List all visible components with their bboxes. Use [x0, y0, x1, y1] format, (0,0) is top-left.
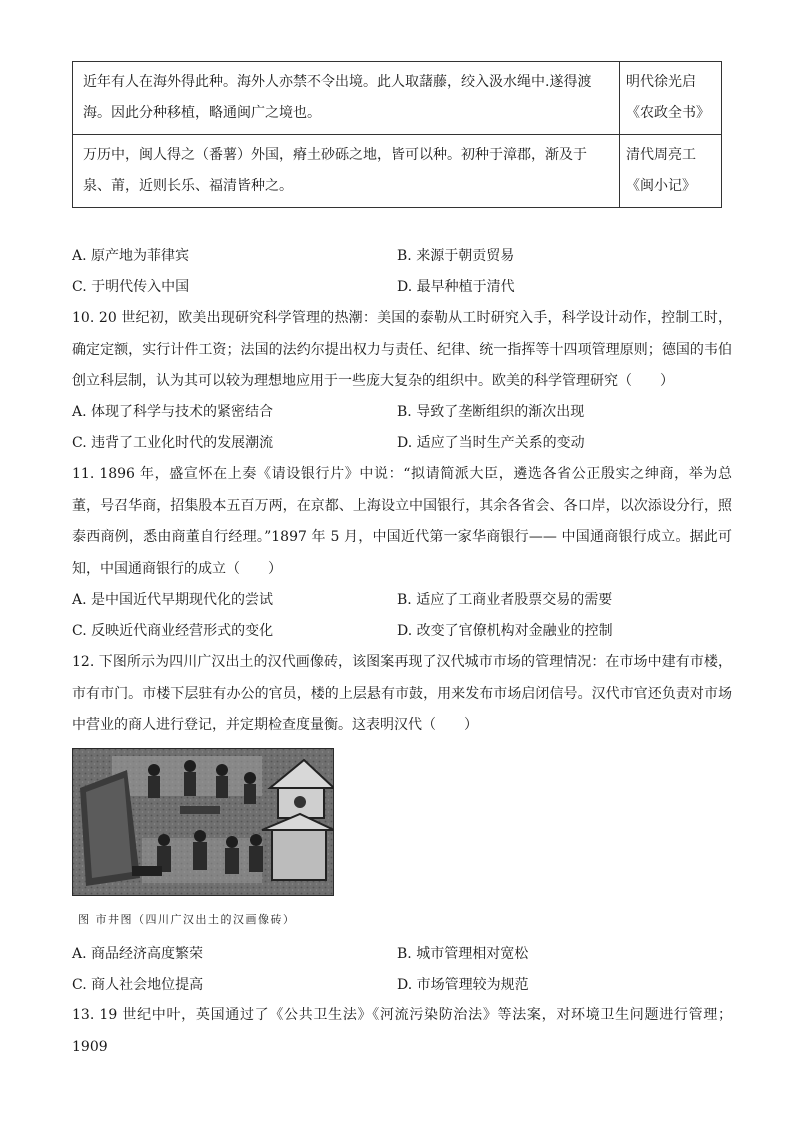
citation-book: 《农政全书》 [626, 105, 710, 121]
source-table [72, 61, 722, 208]
q9-option-d: D. 最早种植于清代 [397, 279, 515, 295]
q12-option-d: D. 市场管理较为规范 [397, 977, 529, 993]
q12-option-a: A. 商品经济高度繁荣 [72, 946, 204, 962]
table-row [73, 135, 722, 208]
q11-option-c: C. 反映近代商业经营形式的变化 [72, 623, 274, 639]
q10-option-d: D. 适应了当时生产关系的变动 [397, 435, 585, 451]
quote-cell: 近年有人在海外得此种。海外人亦禁不令出境。此人取藷藤，绞入汲水绳中.遂得渡海。因此分种移植，略通闽广之境也。 [73, 62, 620, 135]
q10-option-c: C. 违背了工业化时代的发展潮流 [72, 435, 274, 451]
market-scene-image [72, 748, 334, 896]
table-row [73, 62, 722, 135]
q11-stem: 11. 1896 年，盛宣怀在上奏《请设银行片》中说：“拟请简派大臣，遴选各省公正殷实之绅商，举为总董，号召华商，招集股本五百万两，在京都、上海设立中国银行，其余各省会、各口岸，以次添设分行，照泰西商例，悉由商董自行经理。”1897 年 5 月，中国近代第一家华商银行—— 中国通商银行成立。据此可知，中国通商银行的成立（ ） [72, 466, 732, 577]
q9-option-b: B. 来源于朝贡贸易 [397, 248, 515, 264]
q13-stem: 13. 19 世纪中叶，英国通过了《公共卫生法》《河流污染防治法》等法案，对环境卫生问题进行管理；1909 [72, 1007, 732, 1055]
q12-option-b: B. 城市管理相对宽松 [397, 946, 529, 962]
q12-stem: 12. 下图所示为四川广汉出土的汉代画像砖，该图案再现了汉代城市市场的管理情况：在市场中建有市楼，市有市门。市楼下层驻有办公的官员，楼的上层悬有市鼓，用来发布市场启闭信号。汉代市官还负责对市场中营业的商人进行登记，并定期检查度量衡。这表明汉代（ ） [72, 654, 732, 733]
figure-caption: 图 市井图（四川广汉出土的汉画像砖） [78, 913, 296, 926]
citation-cell [620, 62, 722, 135]
q9-option-a: A. 原产地为菲律宾 [72, 248, 190, 264]
citation-cell [620, 135, 722, 208]
q9-option-c: C. 于明代传入中国 [72, 279, 190, 295]
quote-cell: 万历中，闽人得之（番薯）外国，瘠土砂砾之地，皆可以种。初种于漳郡，渐及于泉、莆，近则长乐、福清皆种之。 [73, 135, 620, 208]
citation-book: 《闽小记》 [626, 178, 696, 194]
q10-option-a: A. 体现了科学与技术的紧密结合 [72, 404, 274, 420]
citation-author: 明代徐光启 [626, 74, 696, 90]
q11-option-b: B. 适应了工商业者股票交易的需要 [397, 592, 613, 608]
q10-stem: 10. 20 世纪初，欧美出现研究科学管理的热潮：美国的泰勒从工时研究入手，科学设计动作，控制工时，确定定额，实行计件工资；法国的法约尔提出权力与责任、纪律、统一指挥等十四项管理原则；德国的韦伯创立科层制，认为其可以较为理想地应用于一些庞大复杂的组织中。欧美的科学管理研究（ ） [72, 310, 732, 389]
q11-option-d: D. 改变了官僚机构对金融业的控制 [397, 623, 613, 639]
q11-option-a: A. 是中国近代早期现代化的尝试 [72, 592, 274, 608]
q10-option-b: B. 导致了垄断组织的渐次出现 [397, 404, 585, 420]
citation-author: 清代周亮工 [626, 147, 696, 163]
q12-option-c: C. 商人社会地位提高 [72, 977, 204, 993]
